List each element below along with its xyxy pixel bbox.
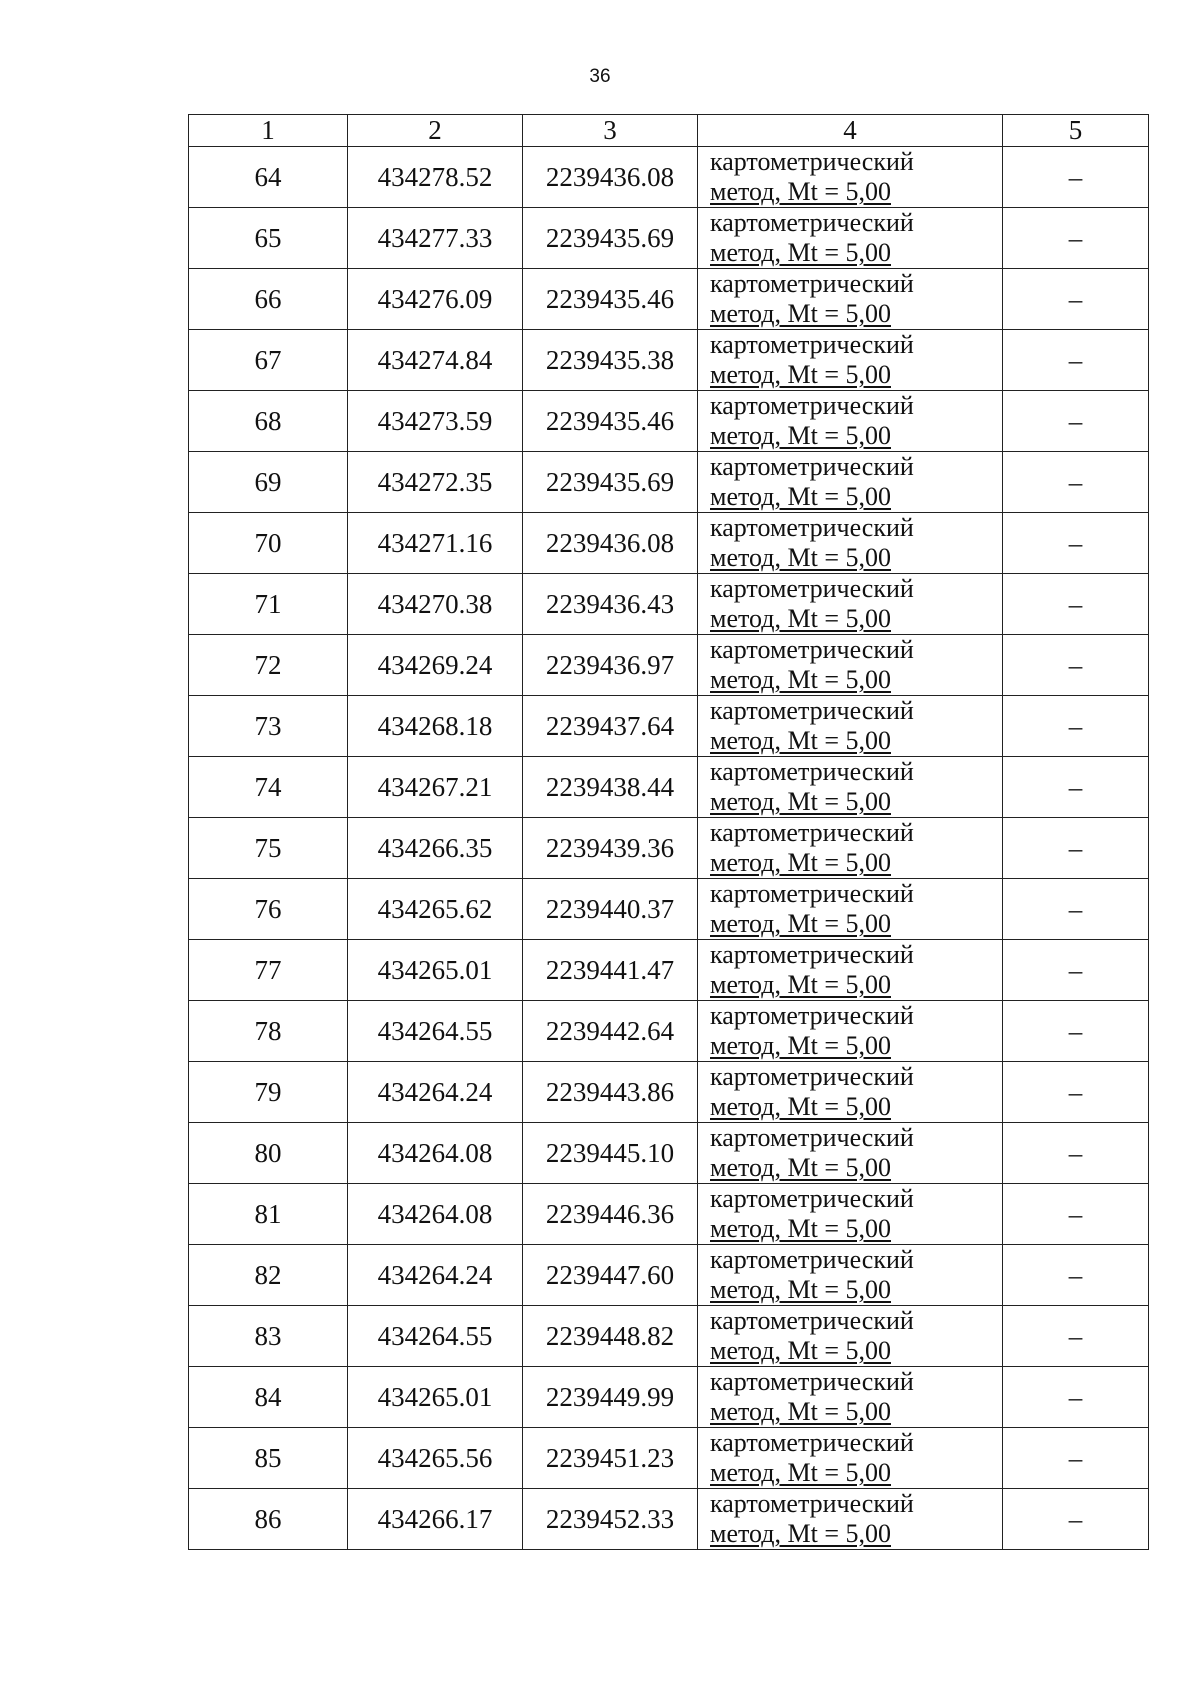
- column-header-5: 5: [1003, 115, 1149, 147]
- method-line-1: картометрический: [710, 1062, 914, 1091]
- x-coordinate-cell: 434265.01: [348, 940, 523, 1001]
- y-coordinate-cell: 2239435.46: [523, 391, 698, 452]
- table-row: [189, 147, 1149, 208]
- column-header-1: 1: [189, 115, 348, 147]
- point-number-cell: 77: [189, 940, 348, 1001]
- point-number-cell: 70: [189, 513, 348, 574]
- table-row: [189, 1306, 1149, 1367]
- method-line-1: картометрический: [710, 147, 914, 176]
- method-line-2: метод, Mt = 5,00: [710, 299, 891, 328]
- method-line-2: метод, Mt = 5,00: [710, 1397, 891, 1426]
- method-line-2: метод, Mt = 5,00: [710, 1092, 891, 1121]
- x-coordinate-cell: 434274.84: [348, 330, 523, 391]
- table-row: [189, 1489, 1149, 1550]
- point-number-cell: 79: [189, 1062, 348, 1123]
- note-cell: –: [1003, 696, 1149, 757]
- point-number-cell: 86: [189, 1489, 348, 1550]
- x-coordinate-cell: 434266.35: [348, 818, 523, 879]
- table-row: [189, 330, 1149, 391]
- point-number-cell: 74: [189, 757, 348, 818]
- y-coordinate-cell: 2239435.69: [523, 208, 698, 269]
- x-coordinate-cell: 434265.01: [348, 1367, 523, 1428]
- y-coordinate-cell: 2239448.82: [523, 1306, 698, 1367]
- method-cell: [698, 330, 1003, 391]
- method-cell: [698, 391, 1003, 452]
- method-line-1: картометрический: [710, 208, 914, 237]
- table-row: [189, 818, 1149, 879]
- x-coordinate-cell: 434272.35: [348, 452, 523, 513]
- point-number-cell: 64: [189, 147, 348, 208]
- method-cell: [698, 1062, 1003, 1123]
- x-coordinate-cell: 434265.56: [348, 1428, 523, 1489]
- method-line-2: метод, Mt = 5,00: [710, 1031, 891, 1060]
- x-coordinate-cell: 434269.24: [348, 635, 523, 696]
- note-cell: –: [1003, 1367, 1149, 1428]
- method-cell: [698, 269, 1003, 330]
- method-line-1: картометрический: [710, 1489, 914, 1518]
- x-coordinate-cell: 434264.08: [348, 1184, 523, 1245]
- note-cell: –: [1003, 1306, 1149, 1367]
- method-cell: [698, 574, 1003, 635]
- table-row: [189, 269, 1149, 330]
- method-cell: [698, 1428, 1003, 1489]
- x-coordinate-cell: 434265.62: [348, 879, 523, 940]
- y-coordinate-cell: 2239437.64: [523, 696, 698, 757]
- method-line-1: картометрический: [710, 1367, 914, 1396]
- method-cell: [698, 1306, 1003, 1367]
- method-line-1: картометрический: [710, 879, 914, 908]
- table-row: [189, 574, 1149, 635]
- x-coordinate-cell: 434278.52: [348, 147, 523, 208]
- x-coordinate-cell: 434267.21: [348, 757, 523, 818]
- method-cell: [698, 1245, 1003, 1306]
- table-row: [189, 940, 1149, 1001]
- method-line-1: картометрический: [710, 574, 914, 603]
- y-coordinate-cell: 2239435.38: [523, 330, 698, 391]
- method-line-1: картометрический: [710, 1184, 914, 1213]
- y-coordinate-cell: 2239449.99: [523, 1367, 698, 1428]
- column-header-2: 2: [348, 115, 523, 147]
- method-line-1: картометрический: [710, 452, 914, 481]
- note-cell: –: [1003, 1428, 1149, 1489]
- x-coordinate-cell: 434264.55: [348, 1306, 523, 1367]
- point-number-cell: 81: [189, 1184, 348, 1245]
- method-cell: [698, 818, 1003, 879]
- point-number-cell: 75: [189, 818, 348, 879]
- table-row: [189, 1428, 1149, 1489]
- method-cell: [698, 1001, 1003, 1062]
- point-number-cell: 68: [189, 391, 348, 452]
- method-line-1: картометрический: [710, 1001, 914, 1030]
- note-cell: –: [1003, 1184, 1149, 1245]
- point-number-cell: 65: [189, 208, 348, 269]
- method-line-2: метод, Mt = 5,00: [710, 1519, 891, 1548]
- method-cell: [698, 696, 1003, 757]
- table-row: [189, 208, 1149, 269]
- note-cell: –: [1003, 391, 1149, 452]
- table-row: [189, 696, 1149, 757]
- note-cell: –: [1003, 269, 1149, 330]
- method-cell: [698, 1489, 1003, 1550]
- method-cell: [698, 757, 1003, 818]
- x-coordinate-cell: 434266.17: [348, 1489, 523, 1550]
- y-coordinate-cell: 2239436.08: [523, 147, 698, 208]
- point-number-cell: 82: [189, 1245, 348, 1306]
- column-header-3: 3: [523, 115, 698, 147]
- x-coordinate-cell: 434270.38: [348, 574, 523, 635]
- table-row: [189, 635, 1149, 696]
- point-number-cell: 80: [189, 1123, 348, 1184]
- method-line-2: метод, Mt = 5,00: [710, 970, 891, 999]
- note-cell: –: [1003, 940, 1149, 1001]
- method-line-1: картометрический: [710, 391, 914, 420]
- y-coordinate-cell: 2239441.47: [523, 940, 698, 1001]
- y-coordinate-cell: 2239438.44: [523, 757, 698, 818]
- table-body: [189, 147, 1149, 1550]
- method-line-2: метод, Mt = 5,00: [710, 1458, 891, 1487]
- table-row: [189, 1184, 1149, 1245]
- point-number-cell: 69: [189, 452, 348, 513]
- method-line-2: метод, Mt = 5,00: [710, 421, 891, 450]
- table-row: [189, 1245, 1149, 1306]
- method-line-2: метод, Mt = 5,00: [710, 177, 891, 206]
- method-cell: [698, 1123, 1003, 1184]
- table-row: [189, 1367, 1149, 1428]
- method-line-2: метод, Mt = 5,00: [710, 1336, 891, 1365]
- y-coordinate-cell: 2239445.10: [523, 1123, 698, 1184]
- y-coordinate-cell: 2239436.08: [523, 513, 698, 574]
- point-number-cell: 78: [189, 1001, 348, 1062]
- method-line-1: картометрический: [710, 269, 914, 298]
- method-line-1: картометрический: [710, 513, 914, 542]
- method-line-2: метод, Mt = 5,00: [710, 360, 891, 389]
- method-line-2: метод, Mt = 5,00: [710, 848, 891, 877]
- point-number-cell: 67: [189, 330, 348, 391]
- x-coordinate-cell: 434273.59: [348, 391, 523, 452]
- x-coordinate-cell: 434271.16: [348, 513, 523, 574]
- note-cell: –: [1003, 574, 1149, 635]
- method-cell: [698, 940, 1003, 1001]
- point-number-cell: 85: [189, 1428, 348, 1489]
- y-coordinate-cell: 2239442.64: [523, 1001, 698, 1062]
- y-coordinate-cell: 2239443.86: [523, 1062, 698, 1123]
- y-coordinate-cell: 2239439.36: [523, 818, 698, 879]
- y-coordinate-cell: 2239447.60: [523, 1245, 698, 1306]
- method-line-2: метод, Mt = 5,00: [710, 604, 891, 633]
- table-row: [189, 513, 1149, 574]
- note-cell: –: [1003, 757, 1149, 818]
- coordinates-table: [188, 114, 1149, 1550]
- column-header-4: 4: [698, 115, 1003, 147]
- note-cell: –: [1003, 1001, 1149, 1062]
- method-line-2: метод, Mt = 5,00: [710, 1275, 891, 1304]
- method-line-1: картометрический: [710, 818, 914, 847]
- method-line-2: метод, Mt = 5,00: [710, 482, 891, 511]
- method-line-1: картометрический: [710, 1306, 914, 1335]
- table-row: [189, 1001, 1149, 1062]
- method-line-1: картометрический: [710, 940, 914, 969]
- note-cell: –: [1003, 1245, 1149, 1306]
- note-cell: –: [1003, 1062, 1149, 1123]
- method-cell: [698, 208, 1003, 269]
- point-number-cell: 76: [189, 879, 348, 940]
- method-line-1: картометрический: [710, 330, 914, 359]
- method-cell: [698, 1367, 1003, 1428]
- note-cell: –: [1003, 1123, 1149, 1184]
- y-coordinate-cell: 2239452.33: [523, 1489, 698, 1550]
- method-cell: [698, 147, 1003, 208]
- method-line-1: картометрический: [710, 635, 914, 664]
- method-cell: [698, 513, 1003, 574]
- method-line-2: метод, Mt = 5,00: [710, 238, 891, 267]
- table-row: [189, 879, 1149, 940]
- y-coordinate-cell: 2239436.97: [523, 635, 698, 696]
- note-cell: –: [1003, 147, 1149, 208]
- method-line-2: метод, Mt = 5,00: [710, 1153, 891, 1182]
- method-cell: [698, 635, 1003, 696]
- y-coordinate-cell: 2239451.23: [523, 1428, 698, 1489]
- table-row: [189, 452, 1149, 513]
- method-cell: [698, 879, 1003, 940]
- x-coordinate-cell: 434268.18: [348, 696, 523, 757]
- note-cell: –: [1003, 1489, 1149, 1550]
- table-row: [189, 391, 1149, 452]
- table-row: [189, 757, 1149, 818]
- header-row: [189, 115, 1149, 147]
- method-line-1: картометрический: [710, 1123, 914, 1152]
- method-line-2: метод, Mt = 5,00: [710, 909, 891, 938]
- method-line-2: метод, Mt = 5,00: [710, 787, 891, 816]
- y-coordinate-cell: 2239435.46: [523, 269, 698, 330]
- method-line-1: картометрический: [710, 1428, 914, 1457]
- point-number-cell: 84: [189, 1367, 348, 1428]
- method-line-2: метод, Mt = 5,00: [710, 543, 891, 572]
- note-cell: –: [1003, 513, 1149, 574]
- method-line-1: картометрический: [710, 1245, 914, 1274]
- method-line-2: метод, Mt = 5,00: [710, 1214, 891, 1243]
- method-line-1: картометрический: [710, 757, 914, 786]
- point-number-cell: 66: [189, 269, 348, 330]
- method-line-1: картометрический: [710, 696, 914, 725]
- note-cell: –: [1003, 818, 1149, 879]
- y-coordinate-cell: 2239435.69: [523, 452, 698, 513]
- point-number-cell: 83: [189, 1306, 348, 1367]
- method-cell: [698, 452, 1003, 513]
- x-coordinate-cell: 434264.08: [348, 1123, 523, 1184]
- table-row: [189, 1123, 1149, 1184]
- note-cell: –: [1003, 635, 1149, 696]
- x-coordinate-cell: 434277.33: [348, 208, 523, 269]
- point-number-cell: 71: [189, 574, 348, 635]
- point-number-cell: 73: [189, 696, 348, 757]
- y-coordinate-cell: 2239436.43: [523, 574, 698, 635]
- note-cell: –: [1003, 208, 1149, 269]
- note-cell: –: [1003, 452, 1149, 513]
- table-row: [189, 1062, 1149, 1123]
- method-line-2: метод, Mt = 5,00: [710, 665, 891, 694]
- x-coordinate-cell: 434276.09: [348, 269, 523, 330]
- y-coordinate-cell: 2239446.36: [523, 1184, 698, 1245]
- y-coordinate-cell: 2239440.37: [523, 879, 698, 940]
- note-cell: –: [1003, 879, 1149, 940]
- method-line-2: метод, Mt = 5,00: [710, 726, 891, 755]
- page-number: 36: [589, 66, 611, 87]
- point-number-cell: 72: [189, 635, 348, 696]
- x-coordinate-cell: 434264.24: [348, 1245, 523, 1306]
- x-coordinate-cell: 434264.55: [348, 1001, 523, 1062]
- method-cell: [698, 1184, 1003, 1245]
- note-cell: –: [1003, 330, 1149, 391]
- x-coordinate-cell: 434264.24: [348, 1062, 523, 1123]
